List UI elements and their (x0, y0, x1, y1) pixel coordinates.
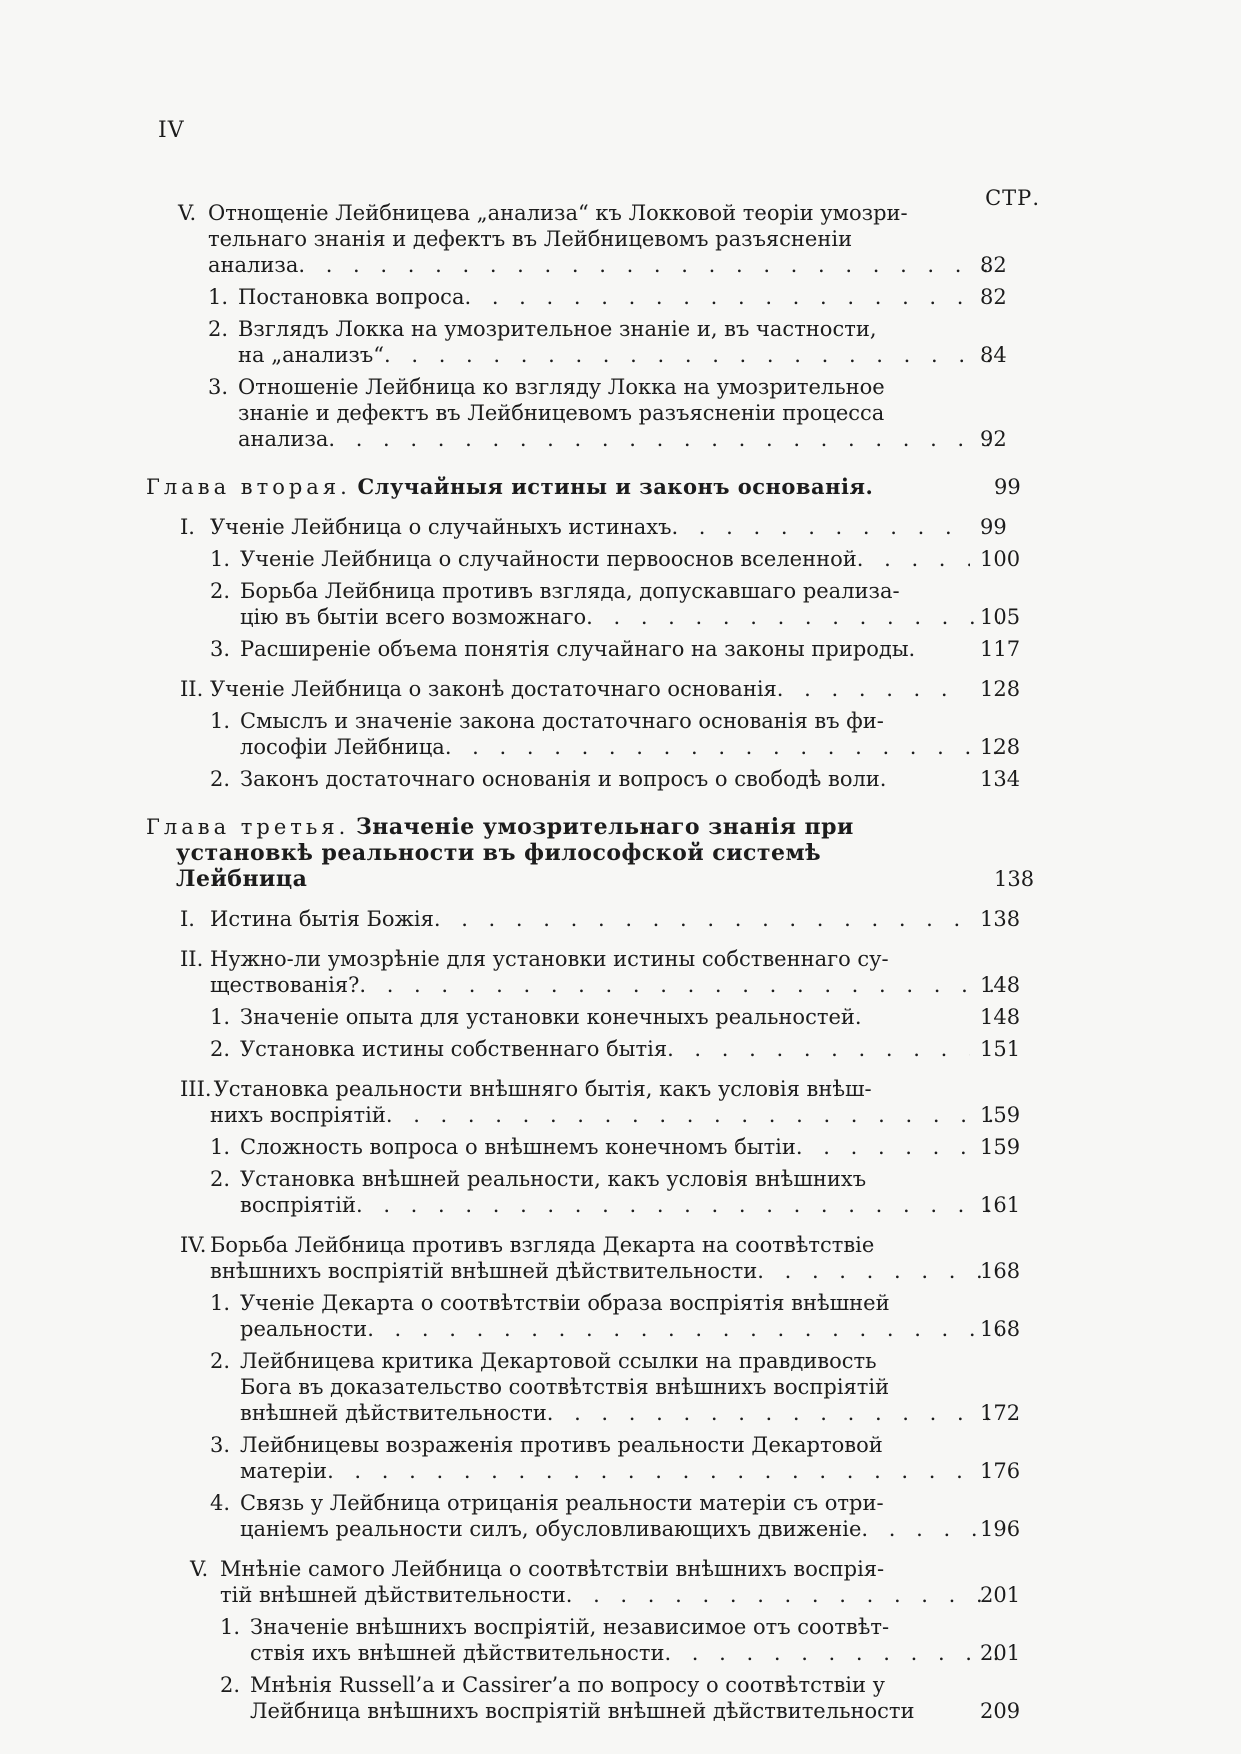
toc-entry (160, 1432, 1040, 1484)
toc-entry-line (210, 636, 970, 662)
toc-entry (160, 946, 1040, 998)
toc-entry-text: Лейбницева критика Декартовой ссылки на правдивость (240, 1349, 877, 1373)
toc-entry-line (210, 1290, 970, 1316)
toc-entry-line (180, 972, 1000, 998)
toc-entry-number: V. (190, 1557, 209, 1581)
toc-entry-line (210, 546, 970, 572)
toc-entry-line (190, 1582, 1000, 1608)
toc-entry-line (180, 1102, 1000, 1128)
toc-entry-text: Борьба Лейбница противъ взгляда Декарта на соотвѣтствіе (210, 1233, 875, 1257)
toc-entry-text: внѣшнихъ воспріятій внѣшней дѣйствительности (210, 1259, 758, 1283)
toc-entry-text: Мнѣнія Russell’а и Cassirer’а по вопросу о соотвѣтствіи у (250, 1673, 886, 1697)
toc-entry-page: 84 (980, 343, 1007, 367)
toc-entry-text: Значеніе внѣшнихъ воспріятій, независимое отъ соотвѣт- (250, 1615, 890, 1639)
chapter-page: 138 (994, 867, 1035, 891)
toc-entry (160, 708, 1040, 760)
toc-entry-page: 168 (980, 1317, 1021, 1341)
toc-entry-page: 134 (980, 767, 1021, 791)
toc-entry-text: Расширеніе объема понятія случайнаго на законы природы. (240, 637, 916, 661)
toc-entry-line (210, 1166, 970, 1192)
toc-entry-number: 1. (210, 1005, 231, 1029)
toc-entry-number: II. (180, 677, 204, 701)
toc-entry (160, 200, 1040, 278)
toc-entry-number: 4. (210, 1491, 231, 1515)
toc-entry-number: 3. (208, 375, 229, 399)
toc-entry-text: реальности (240, 1317, 368, 1341)
dot-leader (547, 1400, 1000, 1426)
toc-entry-page: 151 (980, 1037, 1021, 1061)
toc-entry-line (210, 1192, 1000, 1218)
toc-entry-line (220, 1672, 970, 1698)
toc-entry-text: Установка истины собственнаго бытія (240, 1037, 668, 1061)
toc-entry-line (210, 734, 1000, 760)
toc-entry-page: 128 (980, 677, 1021, 701)
chapter-page: 99 (994, 475, 1021, 499)
toc-entry-number: 2. (210, 579, 231, 603)
dot-leader (359, 972, 1000, 998)
dot-leader (566, 1582, 1000, 1608)
toc-entry-text: Связь у Лейбница отрицанія реальности матеріи съ отри- (240, 1491, 884, 1515)
toc-entry-number: 3. (210, 1433, 231, 1457)
toc-entry (160, 1134, 1040, 1160)
toc-entry-number: III. (180, 1077, 212, 1101)
toc-entry-text: лософіи Лейбница (240, 735, 445, 759)
toc-entry-line (208, 284, 970, 310)
toc-entry-text: Лейбница внѣшнихъ воспріятій внѣшней дѣйствительности (250, 1699, 915, 1723)
toc-entry-line (210, 1348, 970, 1374)
toc-entry-number: I. (180, 907, 195, 931)
toc-entry-page: 128 (980, 735, 1021, 759)
toc-entry-line (208, 316, 970, 342)
toc-entry-text: Ученіе Лейбница о случайности первооснов вселенной (240, 547, 857, 571)
dot-leader (445, 734, 1000, 760)
toc-entry-line (178, 226, 1000, 252)
toc-entry (160, 676, 1040, 702)
toc-entry-line (180, 906, 970, 932)
toc-entry-number: 2. (208, 317, 229, 341)
toc-entry (160, 546, 1040, 572)
dot-leader (298, 252, 1000, 278)
toc-entry-line (220, 1698, 1000, 1724)
toc-entry-line (178, 200, 970, 226)
dot-leader (667, 1036, 970, 1062)
toc-entry-line (180, 1232, 970, 1258)
toc-entry-text: ществованія? (210, 973, 360, 997)
toc-entry-number: 1. (210, 1291, 231, 1315)
toc-entry-page: 82 (980, 285, 1007, 309)
toc-entry-text: Ученіе Лейбница о случайныхъ истинахъ (210, 515, 672, 539)
toc-entry-number: 1. (210, 547, 231, 571)
toc-entry-text: Бога въ доказательство соотвѣтствія внѣшнихъ воспріятій (240, 1375, 890, 1399)
toc-entry (160, 1290, 1040, 1342)
toc-entry-number: II. (180, 947, 204, 971)
toc-entry-number: I. (180, 515, 195, 539)
toc-entry-text: Ученіе Лейбница о законѣ достаточнаго основанія (210, 677, 777, 701)
chapter-heading-line (146, 814, 956, 840)
toc-entry-line (220, 1614, 970, 1640)
toc-entry-line (210, 578, 970, 604)
toc-entry (160, 906, 1040, 932)
toc-entry-line (180, 676, 970, 702)
toc-entry-text: на „анализъ“ (238, 343, 384, 367)
toc-entry-line (210, 1316, 1000, 1342)
toc-entry (160, 1166, 1040, 1218)
toc-entry-number: IV. (180, 1233, 207, 1257)
toc-entry (160, 578, 1040, 630)
page-number: IV (158, 118, 185, 143)
toc-entry-line (210, 1432, 970, 1458)
toc-entry-line (180, 946, 970, 972)
toc-entry-text: Сложность вопроса о внѣшнемъ конечномъ бытіи (240, 1135, 796, 1159)
toc-entry-text: нихъ воспріятій (210, 1103, 386, 1127)
chapter-title: установкѣ реальности въ философской системѣ (176, 840, 822, 866)
toc-entry-page: 159 (980, 1103, 1021, 1127)
toc-entry-line (210, 1400, 1000, 1426)
toc-entry-text: анализа (208, 253, 299, 277)
toc-entry-line (208, 426, 1000, 452)
toc-entry-text: цію въ бытіи всего возможнаго (240, 605, 587, 629)
chapter-title: Значеніе умозрительнаго знанія при (355, 814, 854, 840)
dot-leader (356, 1192, 1000, 1218)
toc-entry-number: 2. (210, 767, 231, 791)
toc-entry-line (210, 1374, 1000, 1400)
toc-entry-text: внѣшней дѣйствительности (240, 1401, 547, 1425)
toc-entry-text: Истина бытія Божія (210, 907, 434, 931)
toc-entry-line (180, 1258, 1000, 1284)
toc-entry-page: 201 (980, 1641, 1021, 1665)
page-column-label: СТР. (985, 186, 1040, 210)
toc-entry-text: Борьба Лейбница противъ взгляда, допускавшаго реализа- (240, 579, 900, 603)
toc-entry (160, 1348, 1040, 1426)
toc-entry (160, 316, 1040, 368)
toc-entry (160, 1004, 1040, 1030)
dot-leader (857, 546, 970, 572)
chapter-heading-line (146, 474, 956, 500)
toc-entry-text: Отношеніе Лейбница ко взгляду Локка на умозрительное (238, 375, 885, 399)
toc-entry-page: 100 (980, 547, 1021, 571)
toc-entry-text: Постановка вопроса (238, 285, 465, 309)
dot-leader (664, 1640, 1000, 1666)
chapter-label: Глава третья. (146, 815, 350, 839)
toc-entry-line (210, 1004, 970, 1030)
toc-entry-text: Лейбницевы возраженія противъ реальности Декартовой (240, 1433, 883, 1457)
toc-entry-text: анализа (238, 427, 329, 451)
chapter-title: Лейбница (176, 866, 308, 892)
toc-entry (160, 1556, 1040, 1608)
toc-entry (160, 1036, 1040, 1062)
toc-entry-text: Взглядъ Локка на умозрительное знаніе и, въ частности, (238, 317, 877, 341)
toc-entry-number: 1. (210, 709, 231, 733)
toc-entry-line (220, 1640, 1000, 1666)
dot-leader (586, 604, 1000, 630)
toc-entry-number: 1. (210, 1135, 231, 1159)
toc-entry-text: воспріятій (240, 1193, 356, 1217)
dot-leader (777, 676, 970, 702)
dot-leader (386, 1102, 1000, 1128)
toc-entry-line (210, 1490, 970, 1516)
toc-entry-line (210, 1134, 970, 1160)
toc-entry-line (208, 374, 970, 400)
toc-entry-page: 209 (980, 1699, 1021, 1723)
toc-entry-line (210, 604, 1000, 630)
toc-entry-line (180, 1076, 970, 1102)
toc-entry-number: 3. (210, 637, 231, 661)
toc-entry (160, 1232, 1040, 1284)
toc-entry-text: Установка реальности внѣшняго бытія, какъ условія внѣш- (213, 1077, 872, 1101)
toc-entry-text: тій внѣшней дѣйствительности (220, 1583, 566, 1607)
dot-leader (757, 1258, 1000, 1284)
toc-entry (160, 1614, 1040, 1666)
toc-entry (160, 1076, 1040, 1128)
dot-leader (671, 514, 970, 540)
toc-entry-text: матеріи (240, 1459, 328, 1483)
toc-entry-line (210, 766, 970, 792)
toc-entry-number: 1. (220, 1615, 241, 1639)
toc-entry-page: 99 (980, 515, 1007, 539)
toc-entry (160, 636, 1040, 662)
dot-leader (367, 1316, 1000, 1342)
toc-entry-text: Отнощеніе Лейбницева „анализа“ къ Локковой теоріи умозри- (208, 201, 908, 225)
chapter-heading (146, 474, 1040, 500)
toc-entry-page: 172 (980, 1401, 1021, 1425)
toc-entry-text: Значеніе опыта для установки конечныхъ реальностей. (240, 1005, 862, 1029)
toc-entry-text: Смыслъ и значеніе закона достаточнаго основанія въ фи- (240, 709, 884, 733)
toc-entry (160, 374, 1040, 452)
dot-leader (327, 1458, 1000, 1484)
toc-entry-number: V. (178, 201, 197, 225)
toc-entry-page: 138 (980, 907, 1021, 931)
toc-entry-line (208, 342, 1000, 368)
chapter-label: Глава вторая. (146, 475, 351, 499)
toc-entry-number: 2. (210, 1037, 231, 1061)
dot-leader (464, 284, 970, 310)
toc-entry-text: Ученіе Декарта о соотвѣтствіи образа воспріятія внѣшней (240, 1291, 890, 1315)
toc-entry-page: 148 (980, 1005, 1021, 1029)
toc-entry-page: 161 (980, 1193, 1021, 1217)
toc-entry-line (180, 514, 970, 540)
dot-leader (434, 906, 970, 932)
toc-entry (160, 284, 1040, 310)
toc-entry-text: цаніемъ реальности силъ, обусловливающихъ движеніе (240, 1517, 862, 1541)
toc-entry-page: 168 (980, 1259, 1021, 1283)
toc-entry-number: 1. (208, 285, 229, 309)
toc-entry-line (210, 708, 970, 734)
toc-entry-page: 148 (980, 973, 1021, 997)
toc-entry-page: 159 (980, 1135, 1021, 1159)
toc-entry-line (210, 1516, 1000, 1542)
toc-entry-text: Мнѣніе самого Лейбница о соотвѣтствіи внѣшнихъ воспрія- (220, 1557, 885, 1581)
toc-entry-text: знаніе и дефектъ въ Лейбницевомъ разъясненіи процесса (238, 401, 885, 425)
toc-entry-page: 92 (980, 427, 1007, 451)
toc-entry (160, 514, 1040, 540)
chapter-heading-line (146, 866, 986, 892)
table-of-contents (146, 200, 1040, 1724)
toc-entry-line (210, 1458, 1000, 1484)
dot-leader (384, 342, 1000, 368)
toc-entry-page: 196 (980, 1517, 1021, 1541)
chapter-heading-line (146, 840, 986, 866)
toc-entry-text: тельнаго знанія и дефектъ въ Лейбницевомъ разъясненіи (208, 227, 853, 251)
toc-entry (160, 1490, 1040, 1542)
toc-entry-page: 117 (980, 637, 1021, 661)
toc-entry-page: 176 (980, 1459, 1021, 1483)
toc-entry (160, 766, 1040, 792)
toc-entry-number: 2. (210, 1167, 231, 1191)
toc-entry-text: Нужно-ли умозрѣніе для установки истины собственнаго су- (210, 947, 889, 971)
toc-entry-text: Установка внѣшней реальности, какъ условія внѣшнихъ (240, 1167, 867, 1191)
toc-entry-page: 82 (980, 253, 1007, 277)
dot-leader (328, 426, 1000, 452)
chapter-heading (146, 814, 1040, 892)
toc-entry-number: 2. (220, 1673, 241, 1697)
toc-entry-line (178, 252, 1000, 278)
toc-entry-text: Законъ достаточнаго основанія и вопросъ о свободѣ воли. (240, 767, 887, 791)
toc-entry-line (210, 1036, 970, 1062)
dot-leader (796, 1134, 970, 1160)
toc-entry-page: 105 (980, 605, 1021, 629)
toc-entry-number: 2. (210, 1349, 231, 1373)
toc-entry-page: 201 (980, 1583, 1021, 1607)
toc-entry (160, 1672, 1040, 1724)
toc-entry-line (208, 400, 1000, 426)
toc-entry-text: ствія ихъ внѣшней дѣйствительности (250, 1641, 665, 1665)
toc-entry-line (190, 1556, 970, 1582)
chapter-title: Случайныя истины и законъ основанія. (357, 474, 874, 499)
